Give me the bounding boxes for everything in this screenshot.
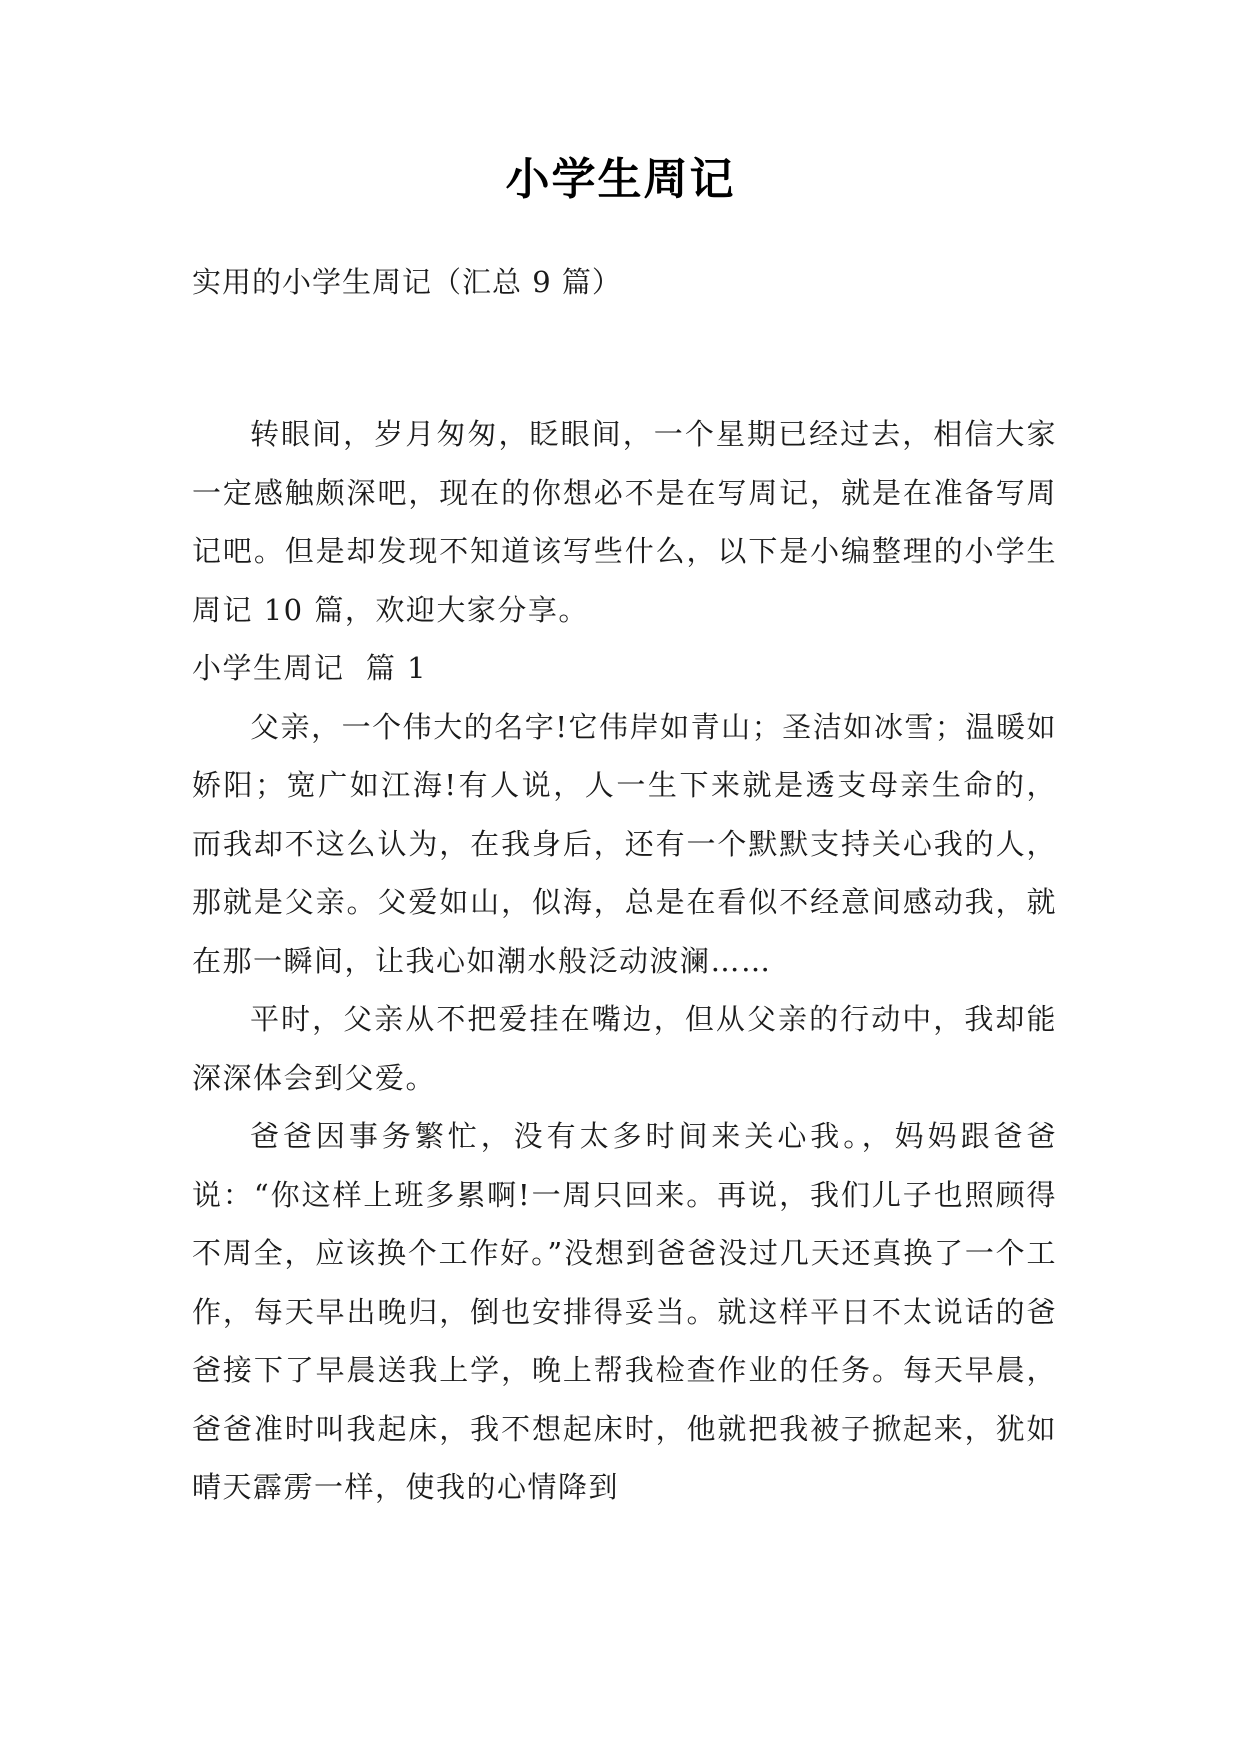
- document-subtitle: 实用的小学生周记（汇总 9 篇）: [192, 265, 622, 299]
- section-heading: 小学生周记 篇 1: [192, 651, 428, 685]
- body-paragraph: 平时，父亲从不把爱挂在嘴边，但从父亲的行动中，我却能深深体会到父爱。: [192, 1002, 1057, 1095]
- document-body: [192, 405, 1057, 1517]
- document-title: 小学生周记: [505, 154, 736, 205]
- body-paragraph: 父亲，一个伟大的名字!它伟岸如青山；圣洁如冰雪；温暖如娇阳；宽广如江海!有人说，人一生下来就是透支母亲生命的，而我却不这么认为，在我身后，还有一个默默支持关心我的人，那就是父亲。父爱如山，似海，总是在看似不经意间感动我，就在那一瞬间，让我心如潮水般泛动波澜……: [192, 709, 1057, 978]
- body-paragraph: 爸爸因事务繁忙，没有太多时间来关心我。，妈妈跟爸爸说：“你这样上班多累啊!一周只回来。再说，我们儿子也照顾得不周全，应该换个工作好。”没想到爸爸没过几天还真换了一个工作，每天早出晚归，倒也安排得妥当。就这样平日不太说话的爸爸接下了早晨送我上学，晚上帮我检查作业的任务。每天早晨，爸爸准时叫我起床，我不想起床时，他就把我被子掀起来，犹如晴天霹雳一样，使我的心情降到: [192, 1119, 1057, 1504]
- intro-paragraph: 转眼间，岁月匆匆，眨眼间，一个星期已经过去，相信大家一定感触颇深吧，现在的你想必不是在写周记，就是在准备写周记吧。但是却发现不知道该写些什么，以下是小编整理的小学生周记 10 篇，欢迎大家分享。: [192, 417, 1057, 627]
